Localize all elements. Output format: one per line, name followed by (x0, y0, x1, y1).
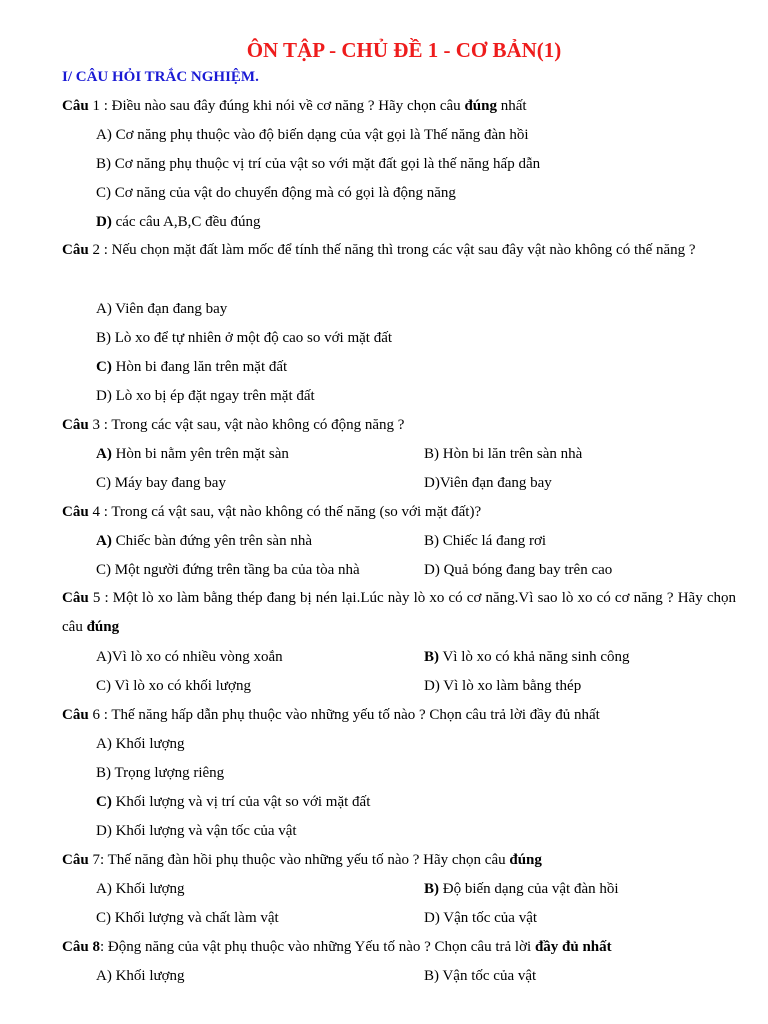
option-text: Viên đạn đang bay (111, 301, 228, 317)
question-text: : Trong cá vật sau, vật nào không có thế năng (so với mặt đất)? (99, 504, 482, 520)
question-label: Câu (62, 707, 89, 723)
question-label: Câu (62, 417, 89, 433)
option-1a (96, 124, 529, 146)
option-text: Lò xo bị ép đặt ngay trên mặt đất (111, 388, 315, 404)
option-text: Khối lượng (111, 881, 185, 897)
option-text: Chiếc lá đang rơi (439, 533, 547, 549)
question-6 (62, 704, 600, 726)
option-key: B) (96, 330, 111, 346)
option-key: C) (96, 185, 111, 201)
question-1 (62, 95, 527, 117)
option-5b (424, 646, 630, 668)
option-key: A) (96, 533, 112, 549)
question-4 (62, 501, 481, 523)
option-text: Vận tốc của vật (439, 968, 537, 984)
option-key: C) (96, 359, 112, 375)
option-text: Hòn bi lăn trên sàn nhà (439, 446, 583, 462)
option-5d (424, 675, 581, 697)
option-text: các câu A,B,C đều đúng (111, 214, 261, 230)
option-text: Khối lượng (111, 736, 185, 752)
option-key: D) (96, 388, 112, 404)
option-text: Khối lượng và vị trí của vật so với mặt đất (111, 794, 371, 810)
question-text: : Nếu chọn mặt đất làm mốc để tính thế năng thì trong các vật sau đây vật nào không có thế năng ? (99, 242, 696, 258)
question-number: 8 (88, 939, 100, 955)
option-key: B) (424, 533, 439, 549)
option-text: Trọng lượng riêng (111, 765, 225, 781)
option-1b (96, 153, 540, 175)
question-label: Câu (62, 852, 89, 868)
option-key: B) (424, 968, 439, 984)
option-key: B) (424, 446, 439, 462)
question-emphasis: đúng (464, 98, 497, 114)
question-7 (62, 849, 542, 871)
option-text: Cơ năng phụ thuộc vị trí của vật so với mặt đất gọi là thế năng hấp dẫn (111, 156, 541, 172)
option-key: C) (96, 794, 112, 810)
option-key: A) (96, 446, 112, 462)
option-text: Hòn bi nằm yên trên mặt sàn (111, 446, 289, 462)
option-text: Vận tốc của vật (439, 910, 538, 926)
option-8b (424, 965, 536, 987)
question-label: Câu (62, 590, 89, 606)
question-5 (62, 584, 736, 642)
option-7c (96, 907, 279, 929)
option-3b (424, 443, 582, 465)
option-key: B) (424, 881, 439, 897)
question-label: Câu (62, 242, 89, 258)
option-text: Cơ năng của vật do chuyển động mà có gọi là động năng (111, 185, 456, 201)
option-7d (424, 907, 537, 929)
question-number: 7 (88, 852, 100, 868)
question-text: : Thế năng hấp dẫn phụ thuộc vào những yếu tố nào ? Chọn câu trả lời đầy đủ nhất (99, 707, 600, 723)
option-key: C) (96, 678, 111, 694)
option-4d (424, 559, 612, 581)
question-number: 4 (88, 504, 100, 520)
option-key: B) (96, 156, 111, 172)
option-text: Khối lượng và vận tốc của vật (111, 823, 297, 839)
option-key: C) (96, 562, 111, 578)
option-key: C) (96, 475, 111, 491)
option-2a (96, 298, 227, 320)
option-key: D) (96, 823, 112, 839)
option-2d (96, 385, 315, 407)
option-6d (96, 820, 297, 842)
option-4b (424, 530, 546, 552)
question-emphasis: đầy đủ nhất (534, 939, 612, 955)
question-label: Câu (62, 504, 89, 520)
option-key: D) (424, 910, 440, 926)
option-text: Độ biến dạng của vật đàn hồi (439, 881, 619, 897)
option-2b (96, 327, 392, 349)
question-text: : Điều nào sau đây đúng khi nói về cơ năng ? Hãy chọn câu (99, 98, 465, 114)
option-key: D) (424, 562, 440, 578)
option-key: A) (96, 968, 112, 984)
option-6a (96, 733, 185, 755)
option-1c (96, 182, 456, 204)
option-key: A) (96, 301, 112, 317)
question-number: 2 (88, 242, 100, 258)
question-3 (62, 414, 404, 436)
question-text: : Động năng của vật phụ thuộc vào những Yếu tố nào ? Chọn câu trả lời (99, 939, 535, 955)
question-number: 6 (88, 707, 100, 723)
option-text: Vì lò xo có nhiều vòng xoắn (111, 649, 283, 665)
option-text: Khối lượng và chất làm vật (111, 910, 279, 926)
page-title: ÔN TẬP - CHỦ ĐỀ 1 - CƠ BẢN(1) (246, 38, 562, 62)
option-6c (96, 791, 370, 813)
option-text: Chiếc bàn đứng yên trên sàn nhà (111, 533, 312, 549)
question-tail: nhất (496, 98, 527, 114)
option-key: D) (96, 214, 112, 230)
option-3d (424, 472, 552, 494)
option-key: A) (96, 649, 112, 665)
question-text: : Một lò xo làm bằng thép đang bị nén lại.Lúc này lò xo có cơ năng.Vì sao lò xo có cơ năng ? Hãy chọn câu (62, 590, 737, 635)
option-7a (96, 878, 185, 900)
option-6b (96, 762, 224, 784)
option-5a (96, 646, 283, 668)
option-text: Khối lượng (111, 968, 185, 984)
option-1d (96, 211, 261, 233)
question-text: : Thế năng đàn hồi phụ thuộc vào những yếu tố nào ? Hãy chọn câu (99, 852, 510, 868)
option-key: D) (424, 475, 440, 491)
option-text: Quả bóng đang bay trên cao (439, 562, 613, 578)
option-text: Vì lò xo làm bằng thép (439, 678, 582, 694)
option-text: Vì lò xo có khối lượng (111, 678, 251, 694)
option-2c (96, 356, 287, 378)
option-4a (96, 530, 312, 552)
option-key: B) (96, 765, 111, 781)
option-5c (96, 675, 251, 697)
option-key: A) (96, 736, 112, 752)
question-label: Câu (62, 98, 89, 114)
question-text: : Trong các vật sau, vật nào không có động năng ? (99, 417, 405, 433)
option-key: D) (424, 678, 440, 694)
option-3c (96, 472, 226, 494)
question-8 (62, 936, 612, 958)
option-4c (96, 559, 360, 581)
option-text: Hòn bi đang lăn trên mặt đất (111, 359, 288, 375)
option-text: Vì lò xo có khả năng sinh công (439, 649, 630, 665)
option-text: Viên đạn đang bay (439, 475, 552, 491)
question-emphasis: đúng (86, 619, 120, 635)
option-key: A) (96, 881, 112, 897)
option-text: Cơ năng phụ thuộc vào độ biến dạng của vật gọi là Thế năng đàn hồi (111, 127, 529, 143)
question-2 (62, 236, 736, 265)
option-8a (96, 965, 185, 987)
question-number: 5 (88, 590, 101, 606)
option-7b (424, 878, 619, 900)
question-number: 3 (88, 417, 100, 433)
option-key: A) (96, 127, 112, 143)
question-emphasis: đúng (509, 852, 542, 868)
question-label: Câu (62, 939, 89, 955)
section-heading: I/ CÂU HỎI TRẮC NGHIỆM. (62, 69, 259, 85)
option-text: Máy bay đang bay (111, 475, 226, 491)
option-key: B) (424, 649, 439, 665)
option-key: C) (96, 910, 111, 926)
option-text: Lò xo để tự nhiên ở một độ cao so với mặt đất (111, 330, 393, 346)
question-number: 1 (88, 98, 100, 114)
option-3a (96, 443, 289, 465)
option-text: Một người đứng trên tầng ba của tòa nhà (111, 562, 360, 578)
